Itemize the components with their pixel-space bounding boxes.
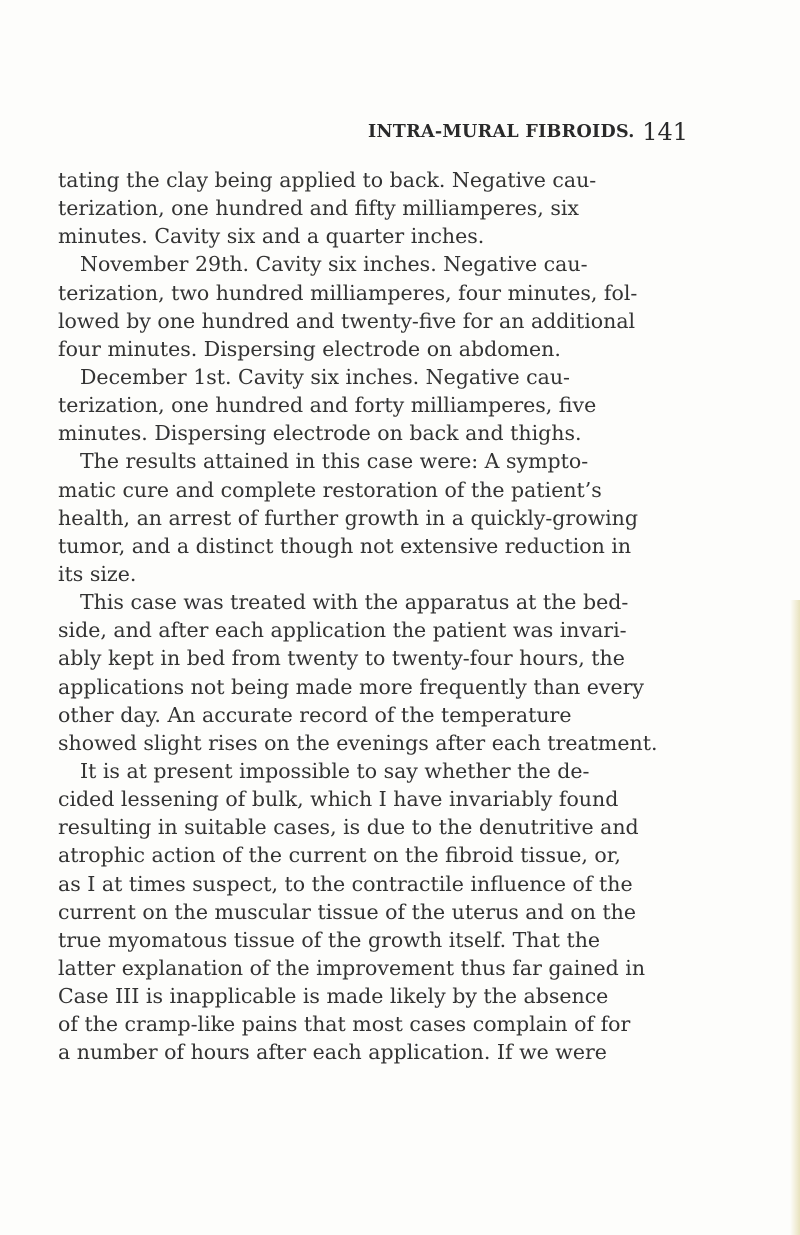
text-line: of the cramp-like pains that most cases complain of for [58, 1012, 631, 1037]
running-title: INTRA-MURAL FIBROIDS. [368, 122, 635, 142]
text-line: cided lessening of bulk, which I have invariably found [58, 787, 619, 812]
running-head [368, 118, 688, 148]
page-edge-shadow [790, 600, 800, 1235]
text-line: Case III is inapplicable is made likely by the absence [58, 984, 609, 1009]
text-line: terization, two hundred milliamperes, four minutes, fol- [58, 280, 638, 305]
text-line: current on the muscular tissue of the uterus and on the [58, 899, 636, 924]
body-text [58, 166, 698, 1067]
text-line: ably kept in bed from twenty to twenty-four hours, the [58, 646, 625, 671]
text-line: terization, one hundred and forty milliamperes, five [58, 393, 597, 418]
text-line: lowed by one hundred and twenty-five for an additional [58, 308, 636, 333]
page-number: 141 [642, 118, 688, 146]
text-line: resulting in suitable cases, is due to the denutritive and [58, 815, 639, 840]
text-line: health, an arrest of further growth in a quickly-growing [58, 505, 639, 530]
text-line: atrophic action of the current on the fibroid tissue, or, [58, 843, 621, 868]
text-line: The results attained in this case were: A sympto- [80, 449, 589, 474]
text-line: side, and after each application the patient was invari- [58, 618, 627, 643]
text-line: matic cure and complete restoration of the patient’s [58, 477, 602, 502]
text-line: This case was treated with the apparatus at the bed- [80, 590, 629, 615]
text-line: terization, one hundred and fifty milliamperes, six [58, 196, 579, 221]
text-line: its size. [58, 561, 137, 586]
text-line: It is at present impossible to say whether the de- [80, 758, 590, 783]
text-line: as I at times suspect, to the contractile influence of the [58, 871, 633, 896]
text-line: minutes. Cavity six and a quarter inches. [58, 224, 485, 249]
text-line: four minutes. Dispersing electrode on abdomen. [58, 336, 561, 361]
text-line: applications not being made more frequently than every [58, 674, 644, 699]
text-line: minutes. Dispersing electrode on back and thighs. [58, 421, 582, 446]
text-line: a number of hours after each application. If we were [58, 1040, 607, 1065]
text-line: true myomatous tissue of the growth itself. That the [58, 927, 601, 952]
text-line: December 1st. Cavity six inches. Negative cau- [80, 364, 570, 389]
text-line: tumor, and a distinct though not extensive reduction in [58, 533, 632, 558]
text-line: other day. An accurate record of the temperature [58, 702, 572, 727]
text-line: tating the clay being applied to back. Negative cau- [58, 168, 597, 192]
text-line: showed slight rises on the evenings after each treatment. [58, 730, 658, 755]
text-line: November 29th. Cavity six inches. Negative cau- [80, 252, 588, 277]
text-line: latter explanation of the improvement thus far gained in [58, 955, 646, 980]
